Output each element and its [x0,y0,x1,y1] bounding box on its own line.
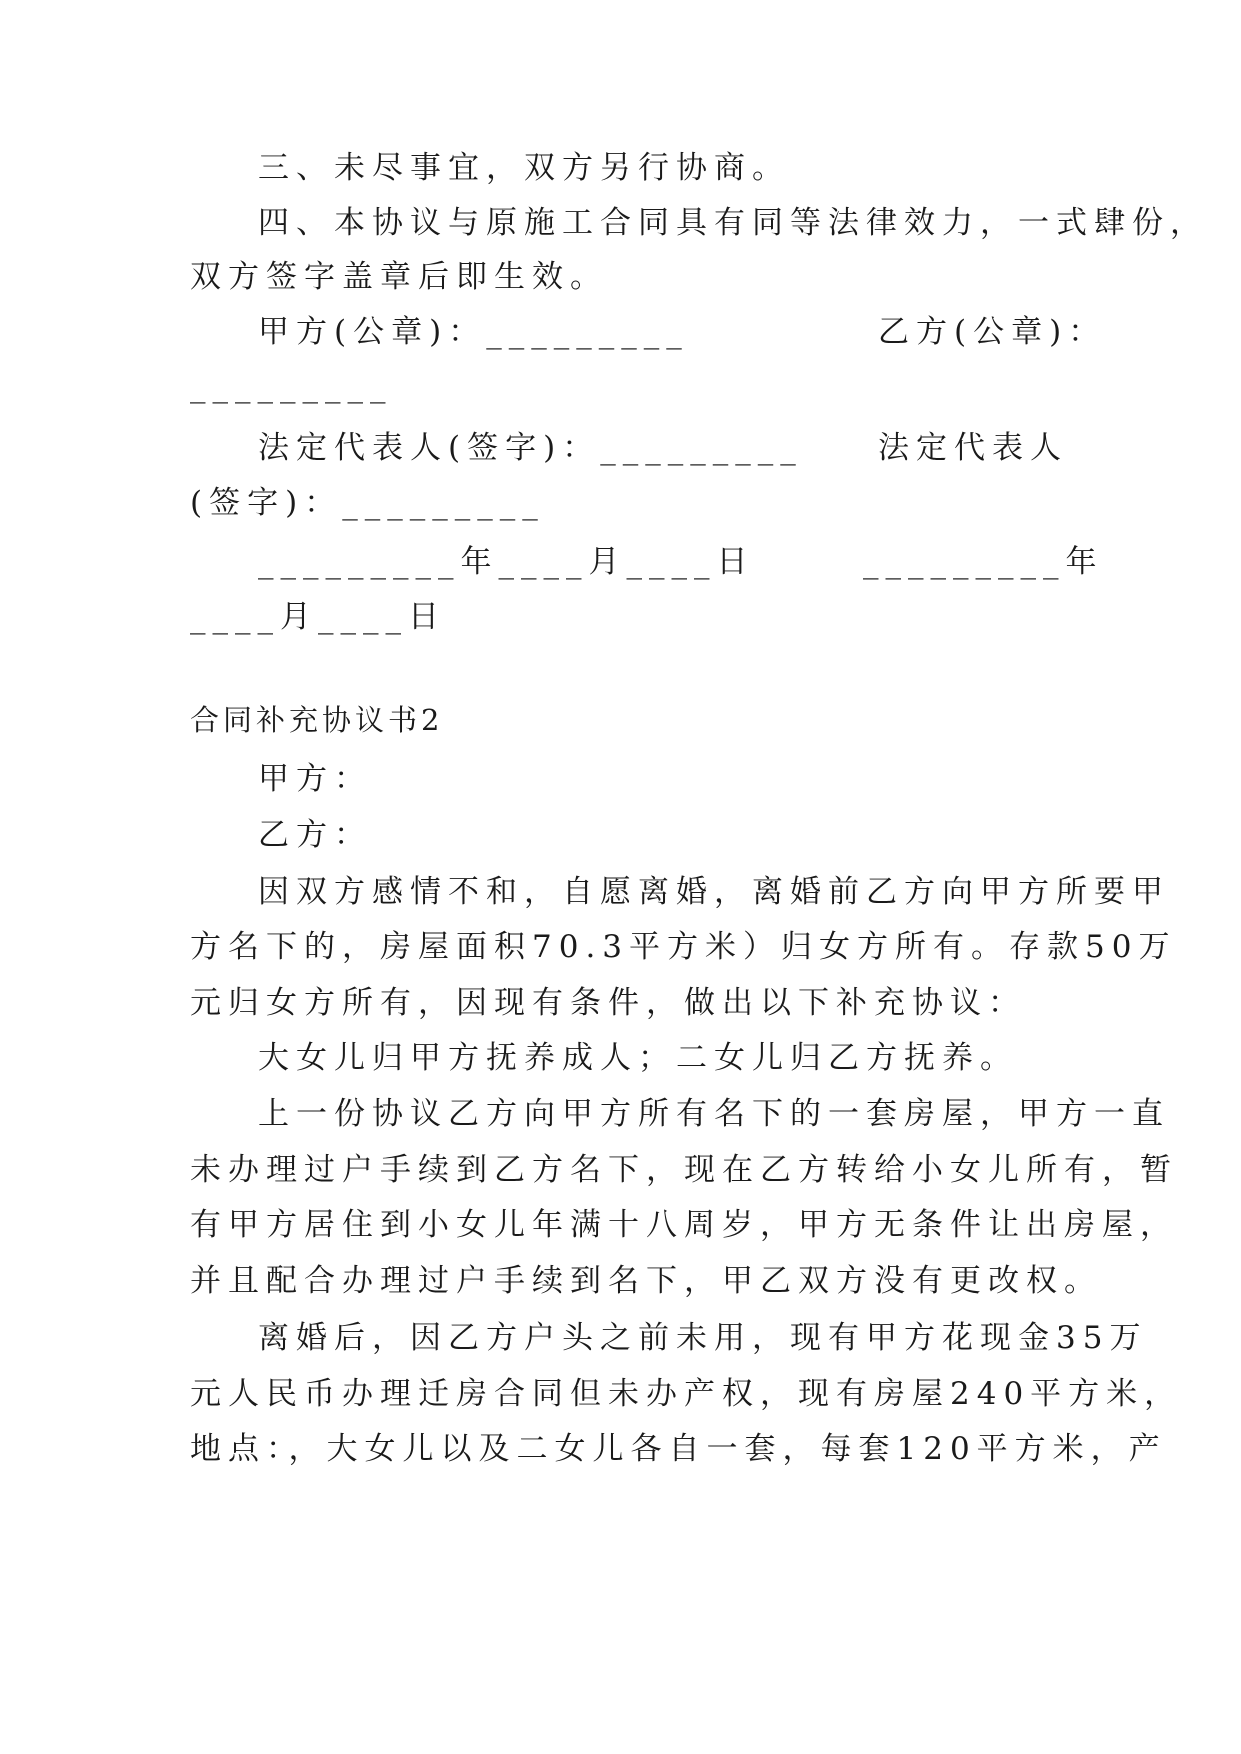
party-b-representative-label: 法定代表人 [878,430,1068,466]
paragraph-1-line-3: 元归女方所有，因现有条件，做出以下补充协议： [190,985,1026,1021]
paragraph-1-line-2: 方名下的，房屋面积70.3平方米）归女方所有。存款50万 [190,929,1177,965]
paragraph-3-line-1: 上一份协议乙方向甲方所有名下的一套房屋，甲方一直 [258,1096,1170,1132]
paragraph-4-line-3: 地点：，大女儿以及二女儿各自一套，每套120平方米，产 [190,1431,1167,1467]
party-a-representative-field: 法定代表人(签字)：_________ [258,430,803,466]
party-b-date-line-2: ____月____日 [190,599,446,635]
clause-four-line-2: 双方签字盖章后即生效。 [190,259,608,295]
party-b-seal-field: 乙方(公章)： [878,314,1107,350]
clause-three: 三、未尽事宜，双方另行协商。 [258,150,790,186]
party-a-date: _________年____月____日 [258,544,755,580]
paragraph-3-line-2: 未办理过户手续到乙方名下，现在乙方转给小女儿所有，暂 [190,1152,1178,1188]
paragraph-4-line-1: 离婚后，因乙方户头之前未用，现有甲方花现金35万 [258,1320,1148,1356]
paragraph-3-line-4: 并且配合办理过户手续到名下，甲乙双方没有更改权。 [190,1263,1102,1299]
clause-four-line-1: 四、本协议与原施工合同具有同等法律效力，一式肆份， [258,205,1208,241]
party-b-representative-sign: (签字)：_________ [190,485,545,521]
paragraph-4-line-2: 元人民币办理迁房合同但未办产权，现有房屋240平方米， [190,1376,1183,1412]
party-a-seal-field: 甲方(公章)：_________ [258,314,689,350]
section-title: 合同补充协议书2 [190,703,444,737]
paragraph-2: 大女儿归甲方抚养成人；二女儿归乙方抚养。 [258,1040,1018,1076]
party-b-date-line-1: _________年 [863,544,1104,580]
paragraph-3-line-3: 有甲方居住到小女儿年满十八周岁，甲方无条件让出房屋， [190,1207,1178,1243]
party-b-seal-blank: _________ [190,368,393,404]
party-b-label: 乙方： [258,817,372,853]
paragraph-1-line-1: 因双方感情不和，自愿离婚，离婚前乙方向甲方所要甲 [258,874,1170,910]
party-a-label: 甲方： [258,761,372,797]
